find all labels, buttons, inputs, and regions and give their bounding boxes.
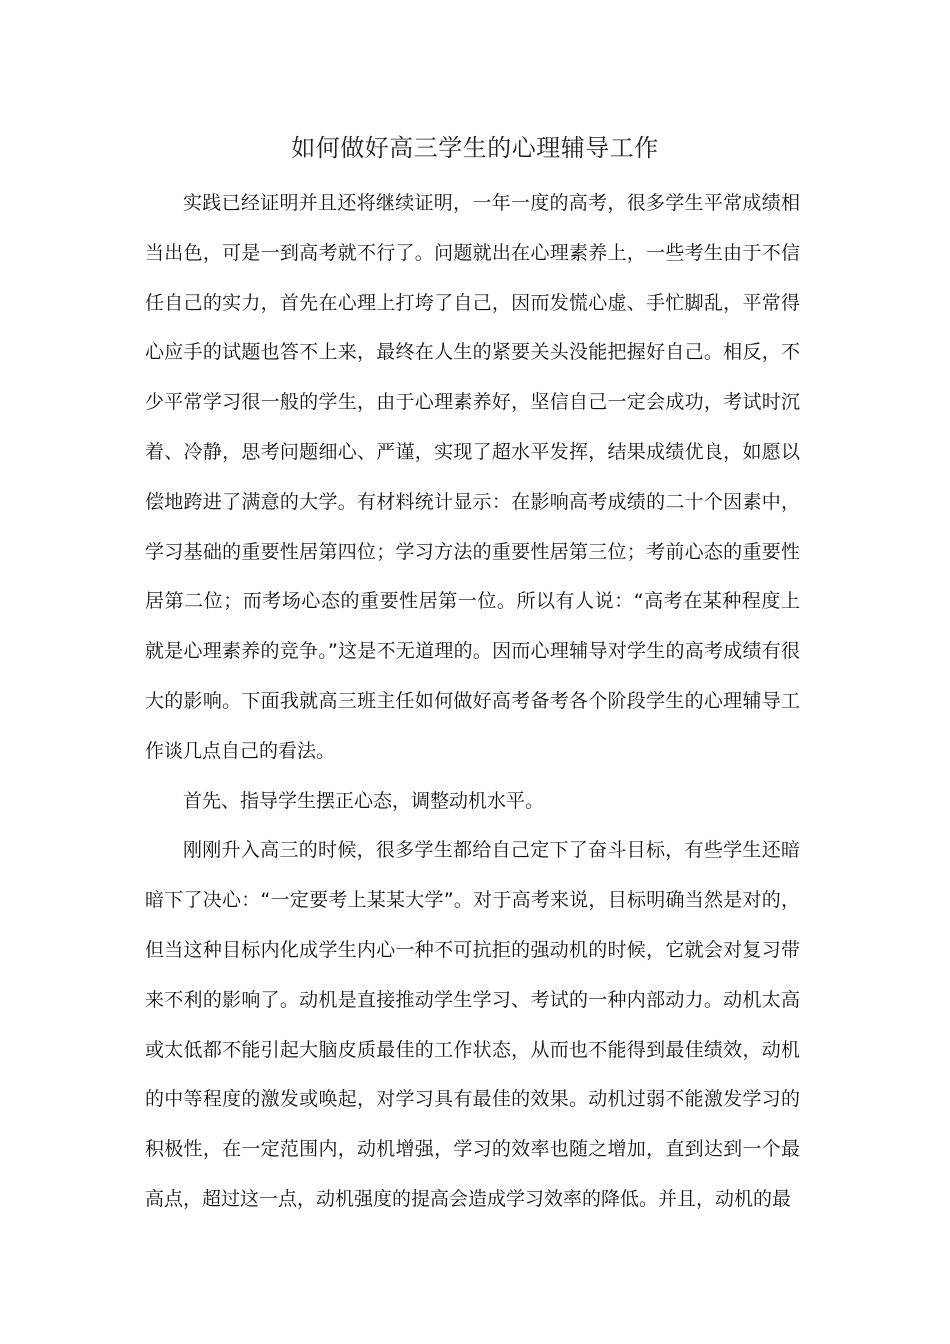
paragraph-intro: 实践已经证明并且还将继续证明，一年一度的高考，很多学生平常成绩相当出色，可是一到高考就不行了。问题就出在心理素养上，一些考生由于不信任自己的实力，首先在心理上打垮了自己，因而发慌心虚、手忙脚乱，平常得心应手的试题也答不上来，最终在人生的紧要关头没能把握好自己。相反，不少平常学习很一般的学生，由于心理素养好，坚信自己一定会成功，考试时沉着、冷静，思考问题细心、严谨，实现了超水平发挥，结果成绩优良，如愿以偿地跨进了满意的大学。有材料统计显示：在影响高考成绩的二十个因素中，学习基础的重要性居第四位；学习方法的重要性居第三位；考前心态的重要性居第二位；而考场心态的重要性居第一位。所以有人说：“高考在某种程度上就是心理素养的竞争。”这是不无道理的。因而心理辅导对学生的高考成绩有很大的影响。下面我就高三班主任如何做好高考备考各个阶段学生的心理辅导工作谈几点自己的看法。 bbox=[145, 192, 800, 762]
paragraph-motivation: 刚刚升入高三的时候，很多学生都给自己定下了奋斗目标，有些学生还暗暗下了决心：“一定要考上某某大学”。对于高考来说，目标明确当然是对的，但当这种目标内化成学生内心一种不可抗拒的强动机的时候，它就会对复习带来不利的影响了。动机是直接推动学生学习、考试的一种内部动力。动机太高或太低都不能引起大脑皮质最佳的工作状态，从而也不能得到最佳绩效，动机的中等程度的激发或唤起，对学习具有最佳的效果。动机过弱不能激发学习的积极性，在一定范围内，动机增强，学习的效率也随之增加，直到达到一个最高点，超过这一点，动机强度的提高会造成学习效率的降低。并且，动机的最 bbox=[145, 839, 800, 1210]
document-title: 如何做好高三学生的心理辅导工作 bbox=[291, 134, 659, 162]
paragraph-section-heading: 首先、指导学生摆正心态，调整动机水平。 bbox=[183, 789, 545, 812]
document-body bbox=[145, 179, 800, 1225]
